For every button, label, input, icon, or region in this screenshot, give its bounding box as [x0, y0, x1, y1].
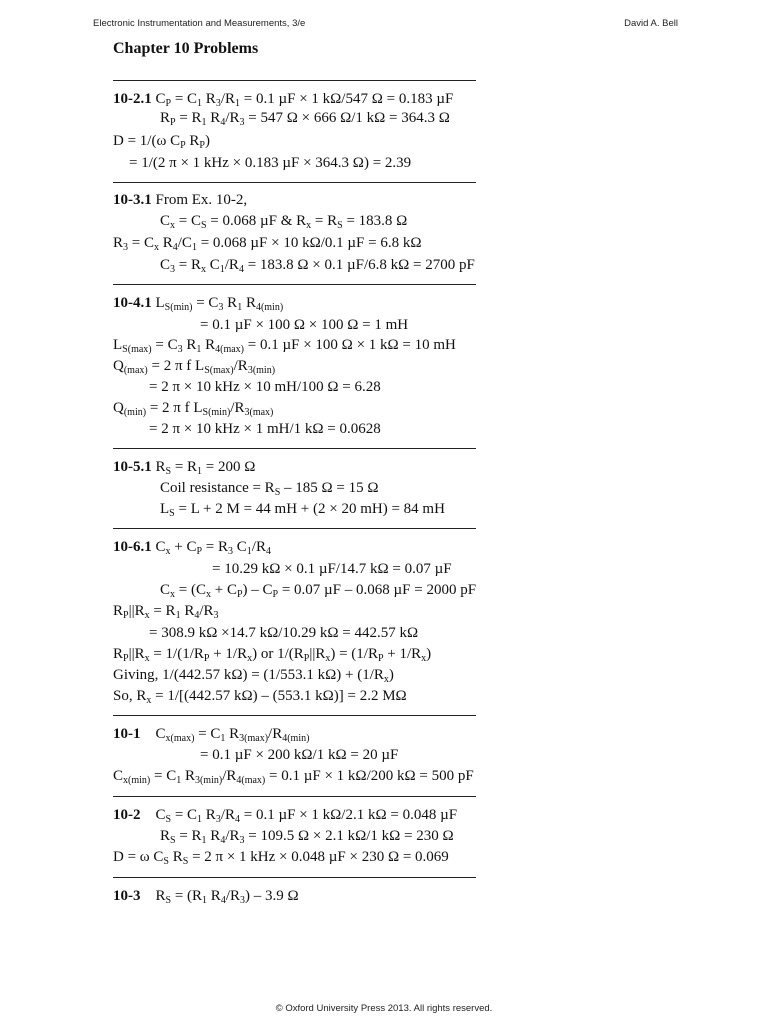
problem-10-3-line-1: [113, 889, 299, 904]
problem-10-1-line-2: = 0.1 µF × 200 kΩ/1 kΩ = 20 µF: [200, 747, 399, 763]
equation-text: $C_P = C_1$ $R_3/R_1 = 0.1$ µF × 1 kΩ/547 Ω = 0.183 µF: [155, 91, 454, 109]
equation-text: From Ex. 10-2,: [155, 192, 248, 208]
problem-10-2-line-2: $R_S = R_1$ $R_4/R_3 = 109.5$ Ω × 2.1 kΩ/1 kΩ = 230 Ω: [160, 828, 454, 846]
problem-number: 10-1: [113, 726, 141, 742]
problem-10-3-1-line-1: [113, 193, 247, 208]
problem-10-2-1-line-3: D = 1/(ω $C_P$ $R_P$): [113, 133, 210, 151]
problem-10-6-1-line-3: $C_x = (C_x + C_P) - C_P = 0.07$ µF – 0.068 µF = 2000 pF: [160, 582, 477, 600]
problem-number: 10-3: [113, 888, 141, 904]
problem-10-3-1-line-3: $R_3 = C_x$ $R_4/C_1 = 0.068$ µF × 10 kΩ/0.1 µF = 6.8 kΩ: [113, 235, 422, 253]
problem-10-2-1-line-4: = 1/(2 π × 1 kHz × 0.183 µF × 364.3 Ω) = 2.39: [129, 155, 412, 171]
problem-number: 10-4.1: [113, 295, 152, 311]
divider: [113, 715, 476, 716]
problem-10-6-1-line-1: [113, 540, 271, 555]
equation-text: $C_{x(max)} = C_1$ $R_{3(max)}/R_{4(min)}$: [155, 726, 310, 744]
problem-10-5-1-line-2: Coil resistance = $R_S - 185$ Ω = 15 Ω: [160, 480, 379, 498]
problem-10-6-1-line-4: $R_P||R_x = R_1$ $R_4/R_3$: [113, 603, 219, 621]
problem-number: 10-5.1: [113, 459, 152, 475]
equation-text: $L_{S(min)} = C_3$ $R_1$ $R_{4(min)}$: [155, 295, 284, 313]
problem-10-1-line-1: [113, 727, 309, 742]
problem-10-2-1-line-2: $R_P = R_1$ $R_4/R_3 = 547$ Ω × 666 Ω/1 kΩ = 364.3 Ω: [160, 110, 450, 128]
equation-text: $R_S = (R_1$ $R_4/R_3) - 3.9$ Ω: [155, 888, 299, 906]
equation-text: $C_S = C_1$ $R_3/R_4 = 0.1$ µF × 1 kΩ/2.1 kΩ = 0.048 µF: [155, 807, 458, 825]
problem-10-6-1-line-8: So, $R_x = 1/[(442.57$ kΩ) – (553.1 kΩ)] = 2.2 MΩ: [113, 688, 407, 706]
problem-10-4-1-line-6: $Q_{(min)} = 2$ π f $L_{S(min)}/R_{3(max)}$: [113, 400, 274, 418]
equation-text: $R_S = R_1 = 200$ Ω: [155, 459, 256, 477]
running-header-title: Electronic Instrumentation and Measurements, 3/e: [93, 18, 306, 29]
problem-10-6-1-line-5: = 308.9 kΩ ×14.7 kΩ/10.29 kΩ = 442.57 kΩ: [149, 625, 419, 641]
chapter-title: Chapter 10 Problems: [113, 40, 259, 57]
problem-10-6-1-line-7: Giving, 1/(442.57 kΩ) = (1/553.1 $k\Omega) + (1/R_x)$: [113, 667, 394, 685]
problem-10-4-1-line-3: $L_{S(max)} = C_3$ $R_1$ $R_{4(max)} = 0.1$ µF × 100 Ω × 1 kΩ = 10 mH: [113, 337, 456, 355]
divider: [113, 80, 476, 81]
problem-number: 10-6.1: [113, 539, 152, 555]
problem-10-1-line-3: $C_{x(min)} = C_1$ $R_{3(min)}/R_{4(max)} = 0.1$ µF × 1 kΩ/200 kΩ = 500 pF: [113, 768, 474, 786]
problem-10-4-1-line-2: = 0.1 µF × 100 Ω × 100 Ω = 1 mH: [200, 317, 409, 333]
problem-10-4-1-line-5: = 2 π × 10 kHz × 10 mH/100 Ω = 6.28: [149, 379, 381, 395]
problem-10-4-1-line-7: = 2 π × 10 kHz × 1 mH/1 kΩ = 0.0628: [149, 421, 381, 437]
divider: [113, 284, 476, 285]
divider: [113, 877, 476, 878]
problem-10-6-1-line-6: $R_P||R_x = 1/(1/R_P + 1/R_x)$ or $1/(R_P||R_x) = (1/R_P + 1/R_x)$: [113, 646, 432, 664]
equation-text: $C_x + C_P = R_3$ $C_1/R_4$: [155, 539, 271, 557]
divider: [113, 182, 476, 183]
problem-number: 10-3.1: [113, 192, 152, 208]
divider: [113, 528, 476, 529]
problem-number: 10-2.1: [113, 91, 152, 107]
problem-10-2-1-line-1: [113, 92, 453, 107]
problem-10-4-1-line-1: [113, 296, 283, 311]
copyright-footer: © Oxford University Press 2013. All rights reserved.: [275, 1003, 493, 1014]
problem-10-3-1-line-2: $C_x = C_S = 0.068$ µF & $R_x = R_S = 183.8$ Ω: [160, 213, 408, 231]
problem-10-4-1-line-4: $Q_{(max)} = 2$ π f $L_{S(max)}/R_{3(min)}$: [113, 358, 276, 376]
problem-10-5-1-line-1: [113, 460, 255, 475]
divider: [113, 448, 476, 449]
divider: [113, 796, 476, 797]
problem-10-3-1-line-4: $C_3 = R_x$ $C_1/R_4 = 183.8$ Ω × 0.1 µF/6.8 kΩ = 2700 pF: [160, 257, 475, 275]
problem-10-6-1-line-2: = 10.29 kΩ × 0.1 µF/14.7 kΩ = 0.07 µF: [212, 561, 452, 577]
running-header-author: David A. Bell: [624, 18, 678, 29]
problem-10-2-line-1: [113, 808, 457, 823]
problem-10-5-1-line-3: $L_S = L + 2$ M = 44 mH + (2 × 20 mH) = 84 mH: [160, 501, 445, 519]
problem-number: 10-2: [113, 807, 141, 823]
problem-10-2-line-3: D = ω $C_S$ $R_S = 2$ π × 1 kHz × 0.048 µF × 230 Ω = 0.069: [113, 849, 449, 867]
